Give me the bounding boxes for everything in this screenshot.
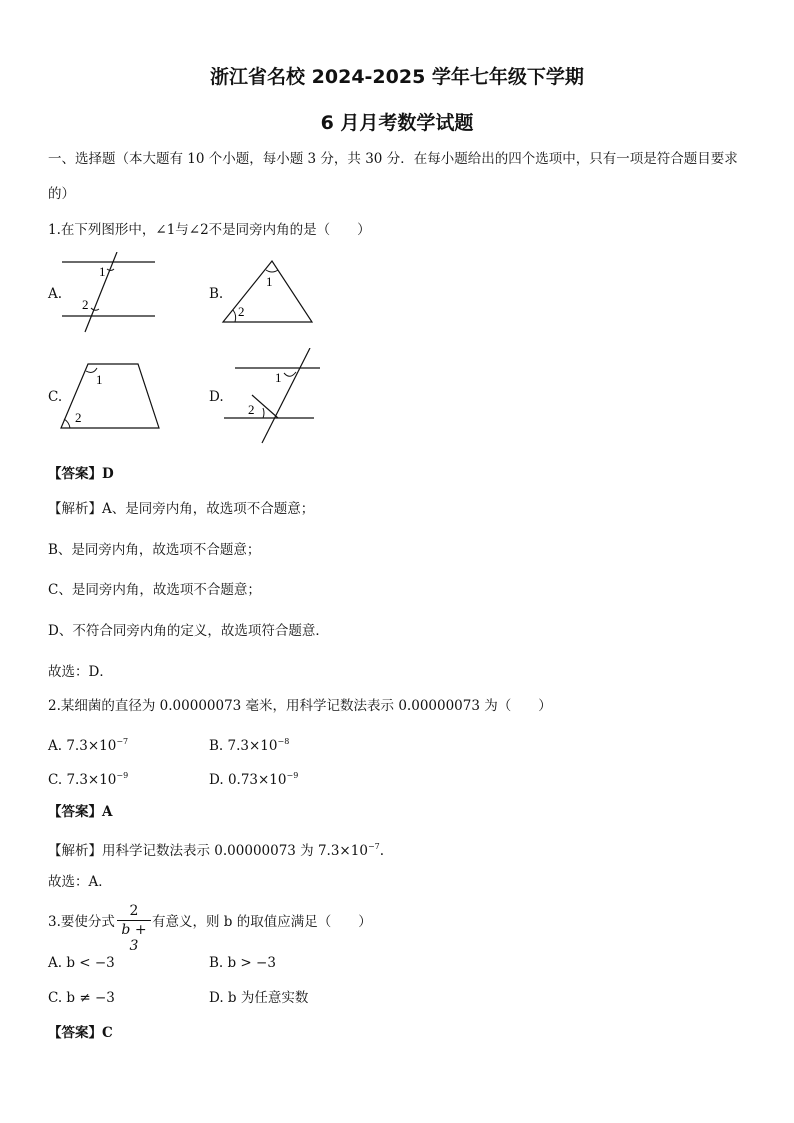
q2-conclusion: 故选：A． (48, 874, 112, 890)
fraction-bar (117, 920, 151, 921)
q2-option-c (48, 767, 128, 789)
q3-stem-end: 有意义，则 b 的取值应满足（ ） (152, 914, 372, 930)
q2-stem: 2.某细菌的直径为 0.00000073 毫米，用科学记数法表示 0.00000073 为（ ） (48, 698, 552, 714)
q1-option-c-label: C. (48, 389, 63, 405)
q2-analysis-text: 【解析】用科学记数法表示 0.00000073 为 7.3×10 (48, 843, 368, 859)
q1-conclusion: 故选：D． (48, 664, 113, 680)
option-value: 7.3×10 (66, 738, 117, 754)
q1-answer: 【答案】D (48, 466, 114, 482)
option-exponent: −9 (286, 771, 299, 780)
q1-figure-b (220, 258, 316, 330)
q1-option-a-label: A. (48, 286, 63, 302)
q1-a-angle-2: 2 (82, 297, 89, 312)
section-header: 一、选择题（本大题有 10 个小题，每小题 3 分，共 30 分．在每小题给出的四个选项中，只有一项是符合题目要求 (48, 151, 738, 167)
q1-b-angle-1: 1 (266, 274, 273, 289)
q1-figure-c (58, 360, 164, 436)
option-exponent: −7 (116, 737, 129, 746)
q1-c-angle-2: 2 (75, 410, 82, 425)
q2-analysis-end: . (379, 843, 385, 859)
q1-option-b-label: B. (209, 286, 224, 302)
q3-option-a: A. b < −3 (48, 955, 115, 971)
q2-option-a (48, 733, 128, 755)
q1-analysis-line: 【解析】A、是同旁内角，故选项不合题意； (48, 501, 315, 517)
q3-fraction (117, 903, 151, 954)
option-exponent: −9 (116, 771, 129, 780)
q3-option-b: B. b > −3 (209, 955, 276, 971)
q3-stem-start: 3.要使分式 (48, 914, 115, 930)
document-subtitle: 6 月月考数学试题 (320, 112, 474, 134)
q1-option-d-label: D. (209, 389, 224, 405)
option-value: 0.73×10 (227, 772, 287, 788)
option-label: C. (48, 772, 63, 788)
q1-figure-a (60, 252, 160, 338)
q1-c-angle-1: 1 (96, 372, 103, 387)
q2-option-d (209, 767, 298, 789)
q1-analysis-line: C、是同旁内角，故选项不合题意； (48, 582, 261, 598)
q2-option-b (209, 733, 289, 755)
q1-d-angle-2: 2 (248, 402, 255, 417)
option-label: B. (209, 738, 224, 754)
option-value: 7.3×10 (227, 738, 278, 754)
fraction-denominator: b + 3 (121, 922, 147, 954)
q2-answer: 【答案】A (48, 804, 113, 820)
q3-option-c: C. b ≠ −3 (48, 990, 115, 1006)
fraction-numerator: 2 (129, 903, 139, 919)
option-exponent: −8 (277, 737, 290, 746)
q3-option-d: D. b 为任意实数 (209, 990, 309, 1006)
q1-a-angle-1: 1 (99, 264, 106, 279)
q3-answer: 【答案】C (48, 1025, 113, 1041)
q1-b-angle-2: 2 (238, 304, 245, 319)
document-title: 浙江省名校 2024-2025 学年七年级下学期 (210, 66, 584, 88)
q1-figure-d (222, 348, 324, 448)
q1-analysis-line: D、不符合同旁内角的定义，故选项符合题意． (48, 623, 329, 639)
section-header-cont: 的） (48, 186, 75, 202)
option-value: 7.3×10 (66, 772, 117, 788)
q2-analysis (48, 838, 384, 860)
option-label: D. (209, 772, 224, 788)
option-label: A. (48, 738, 63, 754)
q2-analysis-exponent: −7 (367, 842, 380, 851)
q1-d-angle-1: 1 (275, 370, 282, 385)
q1-stem: 1.在下列图形中，∠1与∠2不是同旁内角的是（ ） (48, 222, 371, 238)
q1-analysis-line: B、是同旁内角，故选项不合题意； (48, 542, 261, 558)
